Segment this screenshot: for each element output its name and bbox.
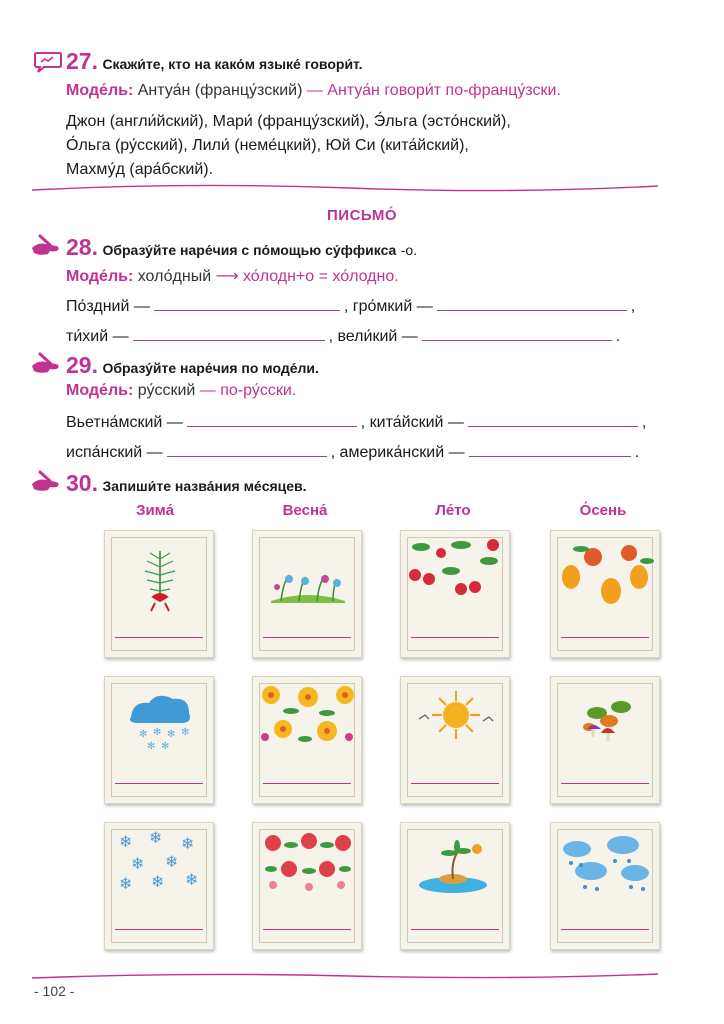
season-label-spring: Весна́ (282, 502, 328, 519)
svg-text:❄: ❄ (149, 828, 163, 847)
month-card (252, 822, 362, 950)
yellow-flowers-icon (253, 677, 363, 805)
word-label: , гро́мкий — (343, 298, 433, 315)
exercise-line: Джон (англи́йский), Мари́ (францу́зский), Э́льга (эсто́нский), (66, 113, 511, 130)
section-heading: ПИСЬМО́ (327, 207, 397, 224)
svg-text:✻: ✻ (167, 729, 176, 740)
model-label: Моде́ль: (66, 82, 134, 99)
speech-bubble-icon (34, 50, 62, 74)
month-card (550, 676, 660, 804)
svg-text:❄: ❄ (165, 852, 179, 871)
model-example: Антуа́н (францу́зский) (137, 82, 303, 99)
month-card (104, 676, 214, 804)
word-label: , кита́йский — (360, 414, 464, 431)
punctuation: . (634, 444, 640, 461)
snow-cloud-icon (105, 677, 215, 805)
svg-text:❄: ❄ (119, 832, 133, 851)
svg-text:❄: ❄ (131, 854, 145, 873)
month-card (550, 822, 660, 950)
answer-blank[interactable] (437, 294, 627, 311)
exercise-number: 28. (66, 234, 98, 260)
island-palm-icon (401, 823, 511, 951)
answer-blank[interactable] (422, 324, 612, 341)
word-label: , вели́кий — (328, 328, 418, 345)
svg-text:✻: ✻ (139, 729, 148, 740)
sun-icon (401, 677, 511, 805)
exercise-line: О́льга (ру́сский), Лили́ (неме́цкий), Юй Си (кита́йский), (66, 137, 469, 154)
model-word: холо́дный (137, 268, 212, 285)
season-label-winter: Зима́ (136, 502, 174, 519)
rain-clouds-icon (551, 823, 661, 951)
svg-text:❄: ❄ (185, 870, 199, 889)
svg-text:❄: ❄ (151, 872, 165, 891)
suffix-text: -о. (400, 242, 418, 258)
word-label: Вьетна́мский — (66, 414, 183, 431)
word-label: По́здний — (66, 298, 150, 315)
month-card (104, 822, 214, 950)
exercise-line: Махму́д (ара́бский). (66, 161, 214, 178)
month-card (550, 530, 660, 658)
answer-blank[interactable] (469, 440, 631, 457)
writing-hand-icon (30, 352, 64, 376)
answer-blank[interactable] (187, 410, 357, 427)
month-card (252, 530, 362, 658)
punctuation: , (641, 414, 647, 431)
model-answer: — Антуа́н говори́т по-францу́зски. (306, 82, 561, 99)
exercise-title: Скажи́те, кто на како́м языке́ говори́т. (102, 56, 363, 72)
mushrooms-icon (551, 677, 661, 805)
svg-text:✻: ✻ (147, 741, 156, 752)
red-flowers-icon (253, 823, 363, 951)
footer-divider (30, 968, 660, 988)
fill-row (66, 324, 620, 346)
cherries-icon (401, 531, 511, 659)
fill-row (66, 294, 635, 316)
model-label: Моде́ль: (66, 268, 134, 285)
model-word: ру́сский (137, 382, 196, 399)
word-label: ти́хий — (66, 328, 129, 345)
fill-row (66, 440, 639, 462)
pears-icon (551, 531, 661, 659)
section-divider (30, 178, 660, 198)
answer-blank[interactable] (468, 410, 638, 427)
season-label-autumn: О́сень (579, 502, 627, 519)
snowdrops-icon (253, 531, 363, 659)
model-answer: — по-ру́сски. (199, 382, 297, 399)
answer-blank[interactable] (154, 294, 340, 311)
word-label: , америка́нский — (330, 444, 465, 461)
snowflakes-icon (105, 823, 215, 951)
exercise-title: Образу́йте наре́чия с по́мощью су́ффикса (102, 242, 397, 258)
svg-text:❄: ❄ (119, 874, 133, 893)
writing-hand-icon (30, 234, 64, 258)
exercise-number: 27. (66, 48, 98, 74)
fill-row (66, 410, 646, 432)
exercise-title: Запиши́те назва́ния ме́сяцев. (102, 478, 307, 494)
svg-text:✻: ✻ (153, 727, 162, 738)
season-label-summer: Ле́то (435, 502, 471, 519)
month-card (104, 530, 214, 658)
model-answer: хо́лодн+о = хо́лодно. (242, 268, 399, 285)
exercise-number: 29. (66, 352, 98, 378)
month-card (400, 822, 510, 950)
punctuation: , (630, 298, 636, 315)
word-label: испа́нский — (66, 444, 163, 461)
month-card (400, 530, 510, 658)
month-card (252, 676, 362, 804)
svg-text:✻: ✻ (181, 727, 190, 738)
page-number: - 102 - (34, 983, 75, 999)
punctuation: . (615, 328, 621, 345)
svg-text:✻: ✻ (161, 741, 170, 752)
month-card (400, 676, 510, 804)
model-label: Моде́ль: (66, 382, 134, 399)
svg-text:❄: ❄ (181, 834, 195, 853)
exercise-title: Образу́йте наре́чия по моде́ли. (102, 360, 319, 376)
fir-branch-icon (105, 531, 215, 659)
arrow-icon: ⟶ (215, 268, 239, 285)
answer-blank[interactable] (167, 440, 327, 457)
writing-hand-icon (30, 470, 64, 494)
exercise-number: 30. (66, 470, 98, 496)
answer-blank[interactable] (133, 324, 325, 341)
